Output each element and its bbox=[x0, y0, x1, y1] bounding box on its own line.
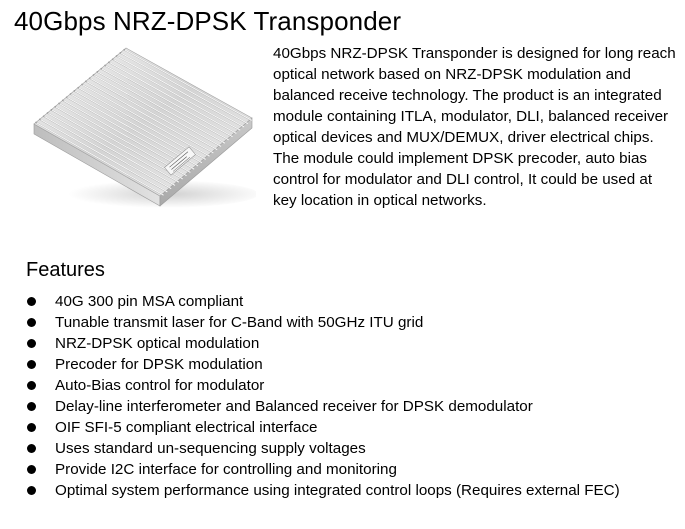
bullet-icon bbox=[27, 339, 36, 348]
feature-item bbox=[24, 354, 679, 375]
feature-text: Uses standard un-sequencing supply voltages bbox=[55, 440, 366, 457]
bullet-icon bbox=[27, 360, 36, 369]
feature-item bbox=[24, 417, 679, 438]
feature-item bbox=[24, 312, 679, 333]
feature-item bbox=[24, 438, 679, 459]
feature-text: NRZ-DPSK optical modulation bbox=[55, 335, 260, 352]
transponder-module-image bbox=[30, 46, 256, 216]
feature-text: Precoder for DPSK modulation bbox=[55, 356, 263, 373]
feature-text: Delay-line interferometer and Balanced receiver for DPSK demodulator bbox=[55, 398, 533, 415]
feature-text: 40G 300 pin MSA compliant bbox=[55, 293, 244, 310]
page-title: 40Gbps NRZ-DPSK Transponder bbox=[14, 6, 402, 36]
bullet-icon bbox=[27, 444, 36, 453]
feature-item bbox=[24, 333, 679, 354]
feature-text: Auto-Bias control for modulator bbox=[55, 377, 265, 394]
feature-item bbox=[24, 375, 679, 396]
feature-text: OIF SFI-5 compliant electrical interface bbox=[55, 419, 318, 436]
bullet-icon bbox=[27, 318, 36, 327]
features-heading: Features bbox=[26, 259, 105, 281]
feature-item bbox=[24, 396, 679, 417]
bullet-icon bbox=[27, 465, 36, 474]
feature-text: Tunable transmit laser for C-Band with 50GHz ITU grid bbox=[55, 314, 424, 331]
bullet-icon bbox=[27, 297, 36, 306]
feature-item bbox=[24, 291, 679, 312]
bullet-icon bbox=[27, 486, 36, 495]
bullet-icon bbox=[27, 381, 36, 390]
feature-item bbox=[24, 480, 679, 501]
features-list bbox=[24, 291, 679, 501]
feature-item bbox=[24, 459, 679, 480]
product-description: 40Gbps NRZ-DPSK Transponder is designed for long reach optical network based on NRZ-DPSK modulation and balanced receive technology. The product is an integrated module containing ITLA, modulator, DLI, balanced receiver optical devices and MUX/DEMUX, driver electrical chips. The module could implement DPSK precoder, auto bias control for modulator and DLI control, It could be used at key location in optical networks. bbox=[273, 45, 676, 209]
feature-text: Optimal system performance using integrated control loops (Requires external FEC) bbox=[55, 482, 620, 499]
feature-text: Provide I2C interface for controlling and monitoring bbox=[55, 461, 397, 478]
bullet-icon bbox=[27, 423, 36, 432]
bullet-icon bbox=[27, 402, 36, 411]
